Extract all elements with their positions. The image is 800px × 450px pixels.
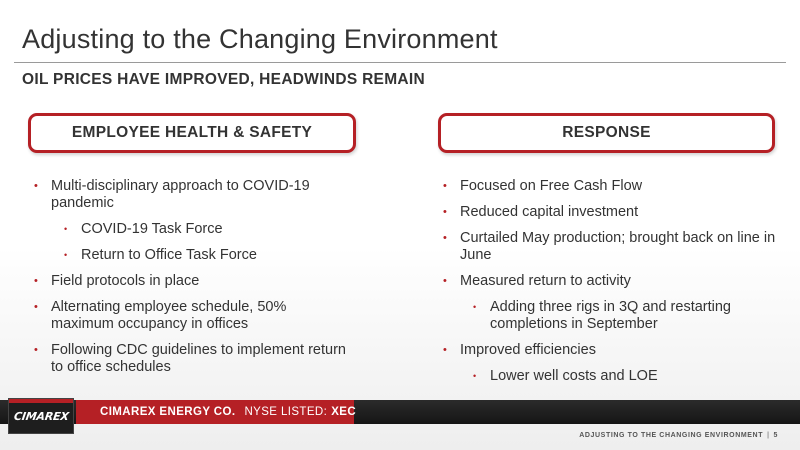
bullet-item: • Field protocols in place [32,273,352,290]
logo-accent-stripe [9,399,73,403]
company-name: CIMAREX ENERGY CO. [100,406,236,418]
bullet-item: • Multi-disciplinary approach to COVID-19 pandemic [32,178,352,212]
title-divider [14,62,786,63]
sub-bullet-item: • Return to Office Task Force [32,247,352,264]
employee-health-safety-header-label: EMPLOYEE HEALTH & SAFETY [71,124,313,141]
company-logo [8,398,74,434]
slide-subtitle: OIL PRICES HAVE IMPROVED, HEADWINDS REMAIN [22,71,426,88]
employee-health-safety-header-box [28,113,356,153]
page-number: 5 [773,432,778,439]
footer-section-info [579,432,778,439]
footer-separator: | [767,432,770,439]
response-header-box [438,113,775,153]
response-header-label: RESPONSE [562,124,651,141]
footer-section-title: ADJUSTING TO THE CHANGING ENVIRONMENT [579,432,764,439]
sub-bullet-item: • COVID-19 Task Force [32,221,352,238]
sub-bullet-item: • Adding three rigs in 3Q and restarting completions in September [441,299,776,333]
listing-label: NYSE LISTED: [244,406,328,418]
slide-title: Adjusting to the Changing Environment [22,24,498,54]
bullet-item: • Focused on Free Cash Flow [441,178,776,195]
employee-health-safety-bullet-list [32,178,352,385]
bullet-item: • Measured return to activity [441,273,776,290]
bullet-item: • Alternating employee schedule, 50% maximum occupancy in offices [32,299,352,333]
ticker-symbol: XEC [331,406,357,418]
bullet-item: • Curtailed May production; brought back on line in June [441,230,776,264]
bullet-item: • Following CDC guidelines to implement return to office schedules [32,342,352,376]
bullet-item: • Improved efficiencies [441,342,776,359]
logo-wordmark: CIMAREX [12,409,70,423]
sub-bullet-item: • Lower well costs and LOE [441,368,776,385]
response-bullet-list [441,178,776,394]
footer-company-info [100,404,356,420]
bullet-item: • Reduced capital investment [441,204,776,221]
